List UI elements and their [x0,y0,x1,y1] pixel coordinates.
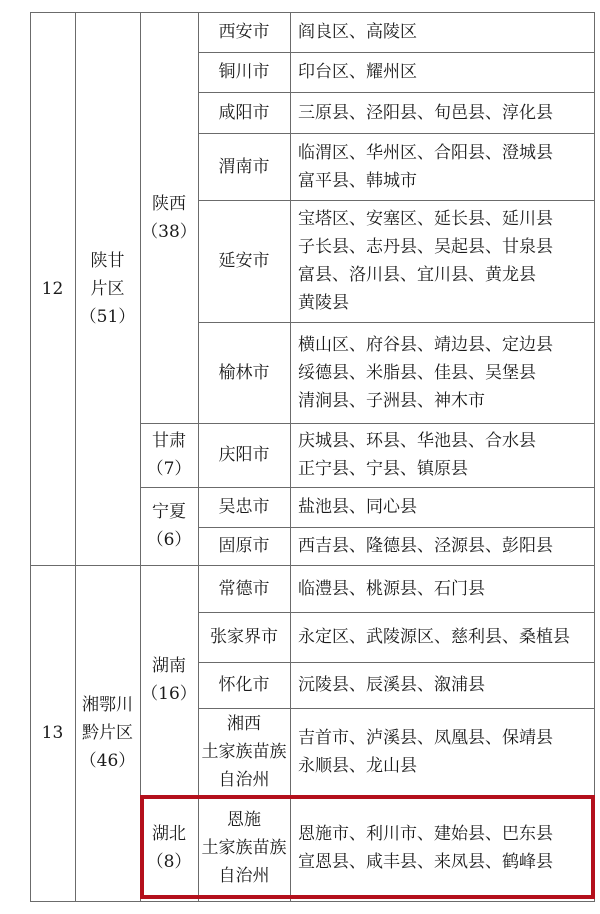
city-name-line: 榆林市 [218,362,270,383]
county-list-line: 恩施市、利川市、建始县、巴东县 [298,824,553,844]
city-name-line: 西安市 [218,22,270,42]
county-list [290,527,594,565]
city-name [198,322,290,423]
province-name-line: 湖北 [152,824,186,844]
province-name-line: 陕西 [152,193,186,214]
city-name [198,612,290,662]
table-rule [30,901,594,902]
province-name-line: （38） [141,221,197,242]
county-list-line: 沅陵县、辰溪县、溆浦县 [298,675,485,695]
city-name-line: 固原市 [218,536,270,556]
province-name [140,423,198,487]
row-number [30,12,75,565]
city-name [198,565,290,612]
province-name-line: 湖南 [152,656,186,676]
county-list-line: 绥德县、米脂县、佳县、吴堡县 [298,362,536,383]
province-name-line: （7） [146,459,192,479]
region-name-line: （46） [79,751,136,771]
county-list-line: 清涧县、子洲县、神木市 [298,390,485,411]
county-list-line: 吉首市、泸溪县、凤凰县、保靖县 [298,727,553,748]
county-list [290,612,594,662]
row-number [30,565,75,901]
county-list [290,662,594,708]
city-name-line: 怀化市 [218,675,270,695]
city-name [198,200,290,322]
province-name-line: （6） [146,530,192,550]
county-list [290,708,594,795]
county-list-line: 黄陵县 [298,293,349,313]
county-list-line: 宝塔区、安塞区、延长县、延川县 [298,209,553,229]
county-list-line: 盐池县、同心县 [298,497,417,517]
city-name [198,527,290,565]
region-name-line: 黔片区 [82,723,133,743]
city-name-line: 自治州 [218,866,270,886]
province-name-line: 甘肃 [152,431,186,451]
city-name [198,133,290,200]
province-name [140,565,198,795]
county-list [290,565,594,612]
city-name-line: 常德市 [218,578,270,599]
county-list-line: 阎良区、高陵区 [298,22,417,42]
region-name [75,12,140,565]
city-name-line: 庆阳市 [218,445,270,465]
county-list-line: 富县、洛川县、宜川县、黄龙县 [298,265,536,285]
city-name-line: 湘西 [227,713,261,734]
city-name [198,52,290,92]
city-name-line: 张家界市 [210,627,278,647]
county-list-line: 永顺县、龙山县 [298,755,417,776]
region-name-line: 陕甘 [90,250,125,271]
table-rule [594,12,595,902]
county-list-line: 富平县、韩城市 [298,170,417,191]
city-name-line: 自治州 [218,769,270,790]
county-list [290,12,594,52]
region-name-line: 湘鄂川 [82,695,133,715]
city-name-line: 吴忠市 [218,497,270,517]
city-name [198,12,290,52]
city-name [198,92,290,133]
highlight-box-hubei [140,795,595,899]
county-list-line: 三原县、泾阳县、旬邑县、淳化县 [298,102,553,123]
county-list-line: 庆城县、环县、华池县、合水县 [298,431,536,451]
county-list-line: 宣恩县、咸丰县、来凤县、鹤峰县 [298,852,553,872]
county-list [290,423,594,487]
province-name [140,487,198,565]
city-name-line: 咸阳市 [218,102,270,123]
city-name [198,662,290,708]
county-list [290,133,594,200]
province-name-line: （8） [146,852,192,872]
province-name [140,12,198,423]
county-list-line: 横山区、府谷县、靖边县、定边县 [298,334,553,355]
row-number-line: 13 [41,723,64,743]
county-list [290,322,594,423]
province-name-line: （16） [141,684,197,704]
province-name-line: 宁夏 [152,502,186,522]
county-list [290,92,594,133]
city-name [198,423,290,487]
city-name-line: 延安市 [218,251,270,271]
region-name [75,565,140,901]
county-list [290,487,594,527]
region-name-line: 片区 [90,278,125,299]
county-list [290,200,594,322]
city-name-line: 土家族苗族 [201,741,287,762]
county-list-line: 西吉县、隆德县、泾源县、彭阳县 [298,536,553,556]
city-name-line: 恩施 [227,810,261,830]
city-name [198,487,290,527]
region-name-line: （51） [79,306,136,327]
county-list-line: 临渭区、华州区、合阳县、澄城县 [298,142,553,163]
county-list-line: 临澧县、桃源县、石门县 [298,578,485,599]
county-list-line: 正宁县、宁县、镇原县 [298,459,468,479]
county-list-line: 子长县、志丹县、吴起县、甘泉县 [298,237,553,257]
county-list [290,52,594,92]
row-number-line: 12 [41,278,64,299]
city-name [198,708,290,795]
county-list-line: 印台区、耀州区 [298,62,417,82]
city-name-line: 铜川市 [218,62,270,82]
county-list-line: 永定区、武陵源区、慈利县、桑植县 [298,627,570,647]
city-name-line: 土家族苗族 [201,838,287,858]
city-name-line: 渭南市 [218,156,270,177]
